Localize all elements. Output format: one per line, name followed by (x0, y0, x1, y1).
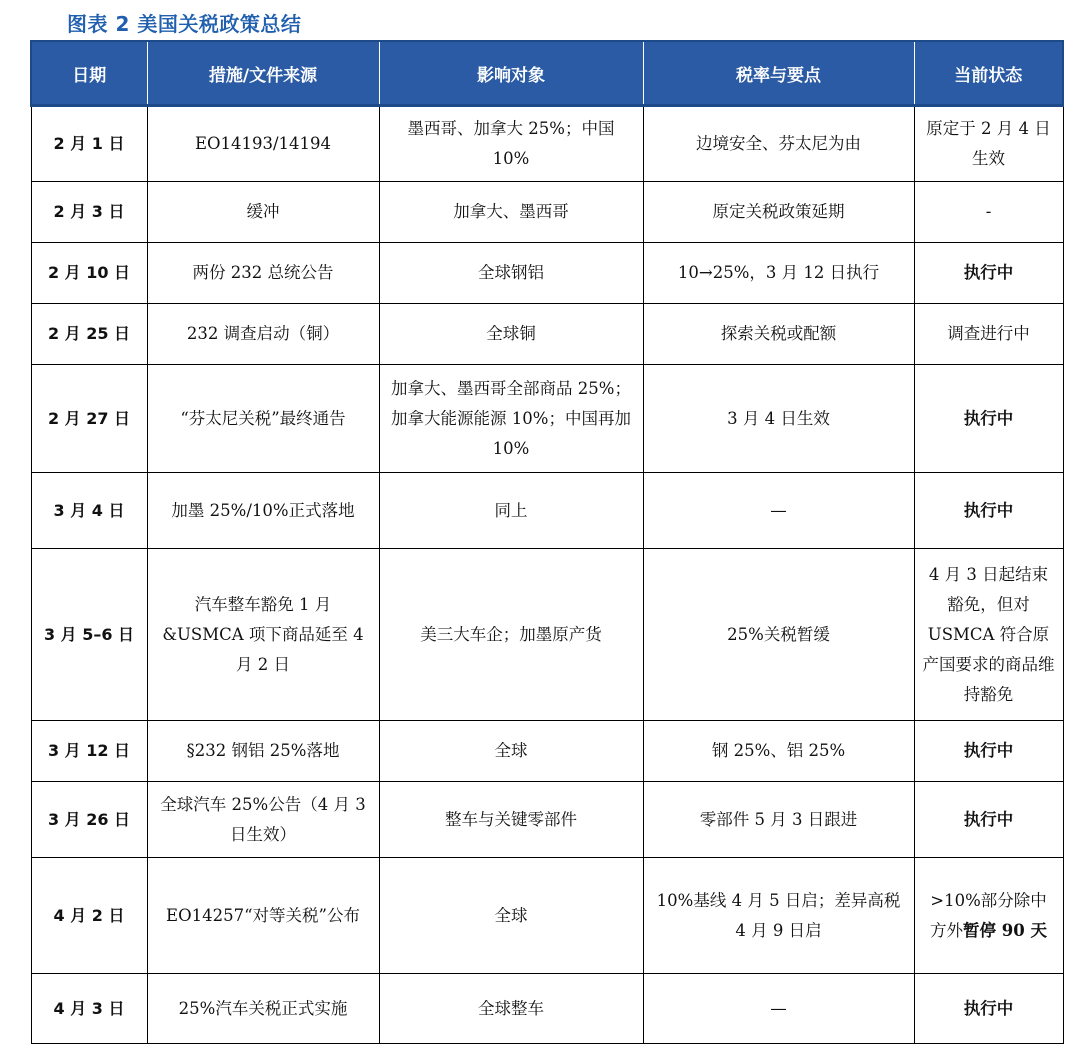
cell-status: 执行中 (914, 473, 1063, 549)
header-target: 影响对象 (379, 41, 643, 106)
cell-measure: 25%汽车关税正式实施 (147, 974, 379, 1044)
cell-status: - (914, 182, 1063, 243)
cell-target: 全球 (379, 858, 643, 974)
tariff-policy-table (30, 40, 1064, 1044)
cell-measure: 232 调查启动（铜） (147, 304, 379, 365)
cell-date: 2 月 25 日 (31, 304, 147, 365)
cell-target: 加拿大、墨西哥 (379, 182, 643, 243)
table-row (31, 974, 1063, 1044)
cell-target: 全球钢铝 (379, 243, 643, 304)
header-status: 当前状态 (914, 41, 1063, 106)
table-row (31, 721, 1063, 782)
cell-status: 执行中 (914, 365, 1063, 473)
table-row (31, 473, 1063, 549)
cell-date: 2 月 27 日 (31, 365, 147, 473)
cell-date: 2 月 3 日 (31, 182, 147, 243)
cell-measure: EO14257“对等关税”公布 (147, 858, 379, 974)
table-header-row (31, 41, 1063, 106)
header-date: 日期 (31, 41, 147, 106)
cell-date: 3 月 5–6 日 (31, 549, 147, 721)
chart-title: 图表 2 美国关税政策总结 (67, 12, 302, 36)
status-text: >10%部分除中方外 (930, 890, 1047, 940)
table-row (31, 365, 1063, 473)
cell-date: 4 月 3 日 (31, 974, 147, 1044)
cell-status: 4 月 3 日起结束豁免，但对 USMCA 符合原产国要求的商品维持豁免 (914, 549, 1063, 721)
table-row (31, 782, 1063, 858)
cell-rate: 25%关税暂缓 (643, 549, 914, 721)
cell-rate: 零部件 5 月 3 日跟进 (643, 782, 914, 858)
cell-measure: 全球汽车 25%公告（4 月 3 日生效） (147, 782, 379, 858)
cell-target: 整车与关键零部件 (379, 782, 643, 858)
header-rate: 税率与要点 (643, 41, 914, 106)
cell-measure: 两份 232 总统公告 (147, 243, 379, 304)
cell-target: 美三大车企；加墨原产货 (379, 549, 643, 721)
cell-status: 执行中 (914, 721, 1063, 782)
cell-status: 执行中 (914, 974, 1063, 1044)
cell-date: 2 月 1 日 (31, 106, 147, 182)
cell-date: 3 月 12 日 (31, 721, 147, 782)
cell-status: 调查进行中 (914, 304, 1063, 365)
table-row (31, 304, 1063, 365)
cell-measure: 汽车整车豁免 1 月 &USMCA 项下商品延至 4 月 2 日 (147, 549, 379, 721)
table-row (31, 243, 1063, 304)
cell-rate: — (643, 974, 914, 1044)
status-emphasis: 暂停 90 天 (963, 920, 1047, 940)
cell-target: 加拿大、墨西哥全部商品 25%；加拿大能源能源 10%；中国再加 10% (379, 365, 643, 473)
table-row (31, 858, 1063, 974)
cell-target: 全球 (379, 721, 643, 782)
cell-date: 4 月 2 日 (31, 858, 147, 974)
cell-status: 执行中 (914, 243, 1063, 304)
cell-rate: — (643, 473, 914, 549)
cell-target: 同上 (379, 473, 643, 549)
cell-measure: EO14193/14194 (147, 106, 379, 182)
table-row (31, 106, 1063, 182)
header-measure: 措施/文件来源 (147, 41, 379, 106)
cell-rate: 边境安全、芬太尼为由 (643, 106, 914, 182)
cell-date: 3 月 26 日 (31, 782, 147, 858)
cell-measure: 缓冲 (147, 182, 379, 243)
cell-date: 3 月 4 日 (31, 473, 147, 549)
cell-rate: 3 月 4 日生效 (643, 365, 914, 473)
cell-measure: §232 钢铝 25%落地 (147, 721, 379, 782)
cell-status: 执行中 (914, 782, 1063, 858)
cell-rate: 10→25%，3 月 12 日执行 (643, 243, 914, 304)
cell-measure: 加墨 25%/10%正式落地 (147, 473, 379, 549)
cell-target: 全球整车 (379, 974, 643, 1044)
cell-rate: 原定关税政策延期 (643, 182, 914, 243)
cell-target: 墨西哥、加拿大 25%；中国 10% (379, 106, 643, 182)
cell-status: 原定于 2 月 4 日生效 (914, 106, 1063, 182)
cell-date: 2 月 10 日 (31, 243, 147, 304)
cell-rate: 探索关税或配额 (643, 304, 914, 365)
cell-status (914, 858, 1063, 974)
cell-target: 全球铜 (379, 304, 643, 365)
table-row (31, 182, 1063, 243)
cell-measure: “芬太尼关税”最终通告 (147, 365, 379, 473)
cell-rate: 钢 25%、铝 25% (643, 721, 914, 782)
table-row (31, 549, 1063, 721)
cell-rate: 10%基线 4 月 5 日启；差异高税 4 月 9 日启 (643, 858, 914, 974)
